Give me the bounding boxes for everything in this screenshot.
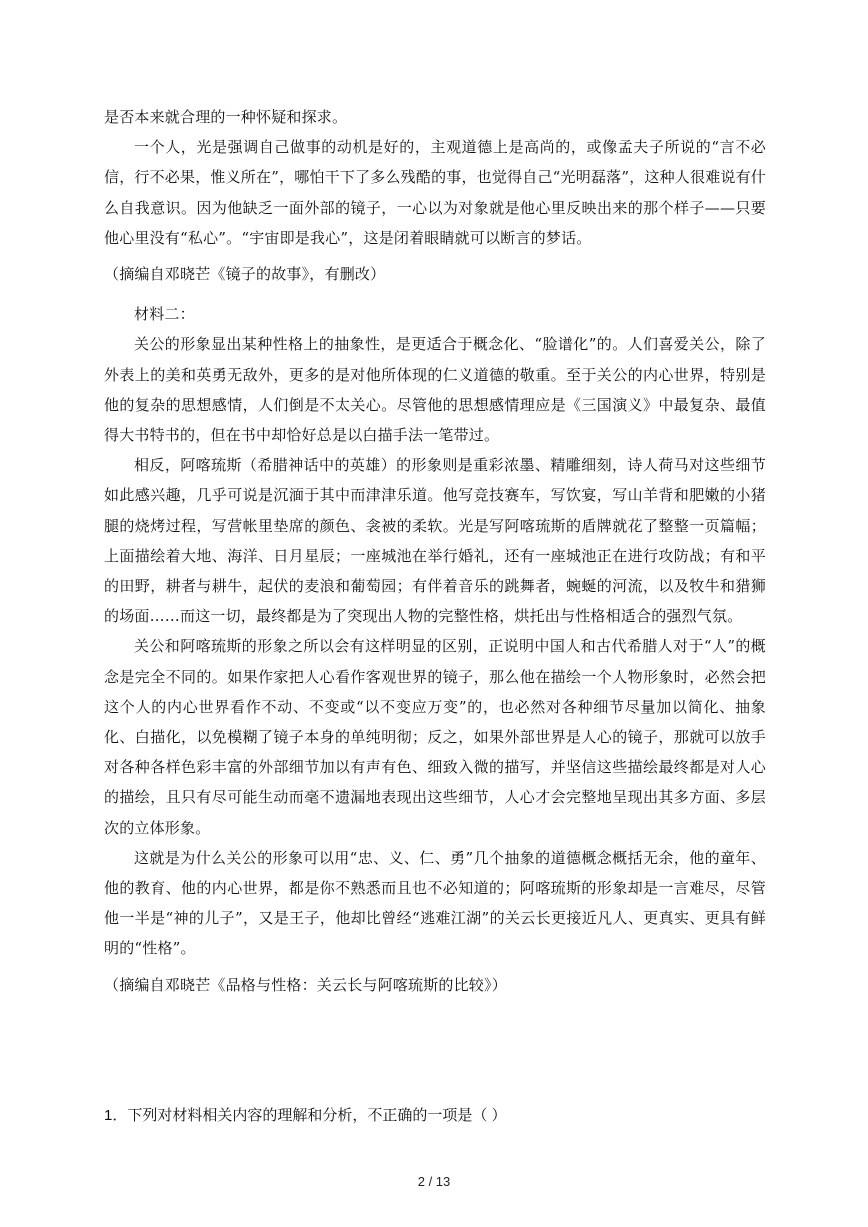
article-body [104, 102, 766, 1010]
paragraph-continuation: 是否本来就合理的一种怀疑和探求。 [104, 108, 348, 126]
paragraph-comparison: 关公和阿喀琉斯的形象之所以会有这样明显的区别，正说明中国人和古代希腊人对于“人”的概念是完全不同的。如果作家把人心看作客观世界的镜子，那么他在描绘一个人物形象时，必然会把这个人的内心世界看作不动、不变或“以不变应万变”的，也必然对各种细节尽量加以简化、抽象化、白描化，以免模糊了镜子本身的单纯明彻；反之，如果外部世界是人心的镜子，那就可以放手对各种各样色彩丰富的外部细节加以有声有色、细致入微的描写，并坚信这些描绘最终都是对人心的描绘，且只有尽可能生动而毫不遗漏地表现出这些细节，人心才会完整地呈现出其多方面、多层次的立体形象。 [104, 637, 766, 837]
question-one: 1．下列对材料相关内容的理解和分析，不正确的一项是（ ） [104, 1107, 507, 1124]
paragraph-mirror-self-awareness: 一个人，光是强调自己做事的动机是好的，主观道德上是高尚的，或像孟夫子所说的“言不必信，行不必果，惟义所在”，哪怕干下了多么残酷的事，也觉得自己“光明磊落”，这种人很难说有什么自我意识。因为他缺乏一面外部的镜子，一心以为对象就是他心里反映出来的那个样子——只要他心里没有“私心”。“宇宙即是我心”，这是闭着眼睛就可以断言的梦话。 [104, 138, 767, 247]
paragraph-guan-gong: 关公的形象显出某种性格上的抽象性，是更适合于概念化、“脸谱化”的。人们喜爱关公，除了外表上的美和英勇无敌外，更多的是对他所体现的仁义道德的敬重。至于关公的内心世界，特别是他的复杂的思想感情，人们倒是不太关心。尽管他的思想感情理应是《三国演义》中最复杂、最值得大书特书的，但在书中却恰好总是以白描手法一笔带过。 [104, 335, 766, 445]
paragraph-conclusion: 这就是为什么关公的形象可以用“忠、义、仁、勇”几个抽象的道德概念概括无余，他的童年、他的教育、他的内心世界，都是你不熟悉而且也不必知道的；阿喀琉斯的形象却是一言难尽，尽管他一半是“神的儿子”，又是王子，他却比曾经“逃难江湖”的关云长更接近凡人、更真实、更具有鲜明的“性格”。 [104, 848, 766, 958]
page-number: 2 / 13 [417, 1174, 451, 1189]
source-citation-material-two: （摘编自邓晓芒《品格与性格：关云长与阿喀琉斯的比较》） [104, 975, 507, 994]
source-citation-material-one: （摘编自邓晓芒《镜子的故事》，有删改） [104, 265, 386, 284]
material-two-label: 材料二： [134, 305, 195, 324]
paragraph-achilles: 相反，阿喀琉斯（希腊神话中的英雄）的形象则是重彩浓墨、精雕细刻，诗人荷马对这些细节如此感兴趣，几乎可说是沉湎于其中而津津乐道。他写竞技赛车，写饮宴，写山羊背和肥嫩的小猪腿的烧烤过程，写营帐里垫席的颜色、衾被的柔软。光是写阿喀琉斯的盾牌就花了整整一页篇幅；上面描绘着大地、海洋、日月星辰；一座城池在举行婚礼，还有一座城池正在进行攻防战；有和平的田野，耕者与耕牛，起伏的麦浪和葡萄园；有伴着音乐的跳舞者，蜿蜒的河流，以及牧牛和猎狮的场面……而这一切，最终都是为了突现出人物的完整性格，烘托出与性格相适合的强烈气氛。 [104, 456, 766, 626]
